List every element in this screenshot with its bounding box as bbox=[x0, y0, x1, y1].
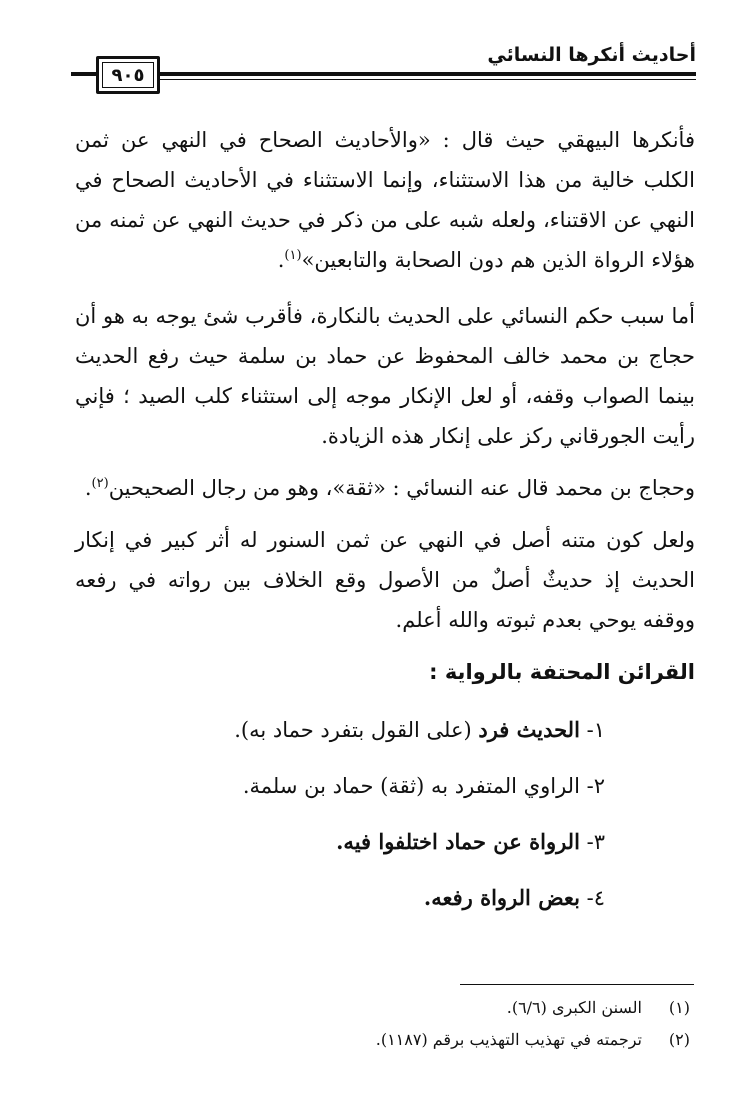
list-item-bold: الرواة عن حماد اختلفوا فيه. bbox=[336, 829, 580, 854]
footnote-text: السنن الكبرى (٦/٦). bbox=[506, 998, 642, 1017]
list-item-text: (على القول بتفرد حماد به). bbox=[234, 718, 479, 742]
list-item-bold: بعض الرواة رفعه. bbox=[423, 885, 580, 910]
evidence-list bbox=[75, 702, 695, 926]
page-number: ٩٠٥ bbox=[111, 64, 145, 86]
list-item-number: ٤- bbox=[586, 886, 605, 910]
list-item-number: ٢- bbox=[586, 774, 605, 798]
list-item bbox=[75, 870, 605, 926]
page-number-frame bbox=[96, 56, 160, 94]
footnote-number: (١) bbox=[668, 998, 690, 1017]
header-rule-thin bbox=[150, 79, 696, 80]
list-item-number: ١- bbox=[586, 718, 605, 742]
footnote-separator bbox=[460, 984, 694, 985]
footnote bbox=[90, 992, 690, 1024]
paragraph-1 bbox=[75, 120, 695, 280]
main-text bbox=[75, 120, 695, 926]
list-item bbox=[75, 814, 605, 870]
paragraph-3-end: . bbox=[84, 476, 92, 500]
list-item-text: الراوي المتفرد به (ثقة) حماد بن سلمة. bbox=[242, 774, 580, 798]
header-rule-thick bbox=[150, 72, 696, 76]
paragraph-1-text: فأنكرها البيهقي حيث قال : «والأحاديث الصحاح في النهي عن ثمن الكلب خالية من هذا الاستثناء، وإنما الاستثناء في الأحاديث الصحاح في النهي عن الاقتناء، ولعله شبه على من ذكر في حديث النهي عن ثمنه من هؤلاء الرواة الذين هم دون الصحابة والتابعين» bbox=[75, 128, 695, 272]
footnote-number: (٢) bbox=[668, 1030, 690, 1049]
paragraph-3 bbox=[75, 468, 695, 508]
list-item-number: ٣- bbox=[586, 830, 605, 854]
footnote-ref-1[interactable]: (١) bbox=[284, 248, 302, 263]
running-title: أحاديث أنكرها النسائي bbox=[487, 44, 696, 66]
page-header bbox=[70, 40, 696, 96]
footnote-ref-2[interactable]: (٢) bbox=[91, 476, 109, 491]
list-item bbox=[75, 702, 605, 758]
list-item bbox=[75, 758, 605, 814]
paragraph-2: أما سبب حكم النسائي على الحديث بالنكارة، فأقرب شئ يوجه به هو أن حجاج بن محمد خالف المحفوظ عن حماد بن سلمة حيث رفع الحديث بينما الصواب وقفه، أو لعل الإنكار موجه إلى استثناء كلب الصيد ؛ فإني رأيت الجورقاني ركز على إنكار هذه الزيادة. bbox=[75, 304, 695, 448]
list-item-bold: الحديث فرد bbox=[478, 717, 580, 742]
footnotes bbox=[90, 992, 690, 1056]
paragraph-4: ولعل كون متنه أصل في النهي عن ثمن السنور له أثر كبير في إنكار الحديث إذ حديثٌ أصلٌ من الأصول وقع الخلاف بين رواته في رفعه ووقفه يوحي بعدم ثبوته والله أعلم. bbox=[75, 528, 695, 632]
paragraph-1-end: . bbox=[277, 248, 285, 272]
footnote-text: ترجمته في تهذيب التهذيب برقم (١١٨٧). bbox=[375, 1030, 642, 1049]
section-heading: القرائن المحتفة بالرواية : bbox=[429, 660, 695, 684]
footnote bbox=[90, 1024, 690, 1056]
paragraph-3-text: وحجاج بن محمد قال عنه النسائي : «ثقة»، وهو من رجال الصحيحين bbox=[108, 476, 695, 500]
